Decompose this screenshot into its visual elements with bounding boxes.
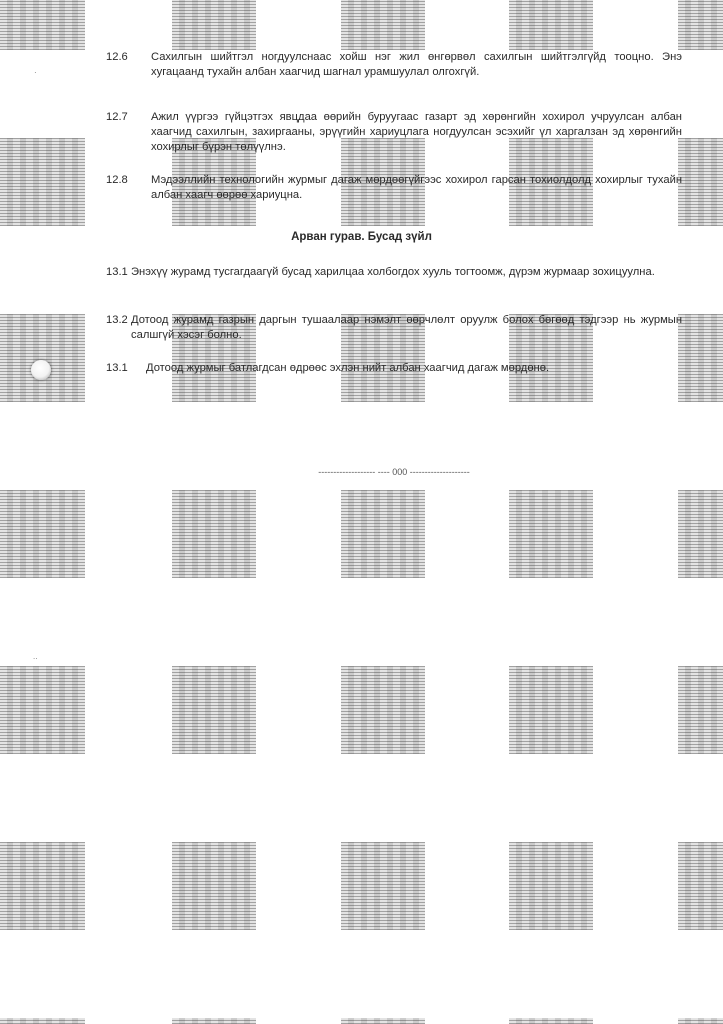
clause-12-8: [106, 173, 682, 203]
scan-speck: ..: [33, 652, 38, 661]
punch-hole: [31, 360, 51, 380]
clause-text: Ажил үүргээ гүйцэтгэх явцдаа өөрийн буруугаас газарт эд хөрөнгийн хохирол учруулсан албан хаагчид сахилгын, захиргааны, эрүүгийн хариуцлага ногдуулсан эсэхийг үл харгалзан эд хөрөнгийн хохирлыг бүрэн төлүүлнэ.: [151, 111, 682, 153]
clause-12-6: [106, 50, 682, 80]
clause-text: Дотоод журамд газрын даргын тушаалаар нэмэлт өөрчлөлт оруулж болох бөгөөд тэдгээр нь журмын салшгүй хэсэг болно.: [131, 314, 682, 341]
clause-13-2: [106, 313, 682, 343]
clause-13-1: [106, 265, 682, 280]
scan-speck: ·: [34, 68, 37, 77]
clause-number: 12.8: [106, 174, 128, 186]
end-separator: ------------------- ---- 000 --------------------: [318, 467, 470, 477]
clause-number: 12.6: [106, 51, 128, 63]
clause-text: Дотоод журмыг батлагдсан өдрөөс эхлэн нийт албан хаагчид дагаж мөрдөнө.: [146, 362, 550, 374]
clause-number: 13.1: [106, 266, 128, 278]
section-heading: Арван гурав. Бусад зүйл: [291, 231, 432, 243]
clause-number: 13.2: [106, 314, 128, 326]
clause-text: Мэдээллийн технологийн журмыг дагаж мөрдөөгүйгээс хохирол гарсан тохиолдолд хохирлыг тухайн албан хаагч өөрөө хариуцна.: [151, 174, 682, 201]
clause-text: Сахилгын шийтгэл ногдуулснаас хойш нэг жил өнгөрвөл сахилгын шийтгэлгүйд тооцно. Энэ хугацаанд тухайн албан хаагчид шагнал урамшуулал олгохгүй.: [151, 51, 682, 78]
clause-number: 13.1: [106, 362, 128, 374]
clause-13-1-second: [106, 361, 682, 376]
clause-number: 12.7: [106, 111, 128, 123]
clause-text: Энэхүү журамд тусгагдаагүй бусад харилцаа холбогдох хууль тогтоомж, дүрэм журмаар зохицуулна.: [131, 266, 655, 278]
clause-12-7: [106, 110, 682, 155]
